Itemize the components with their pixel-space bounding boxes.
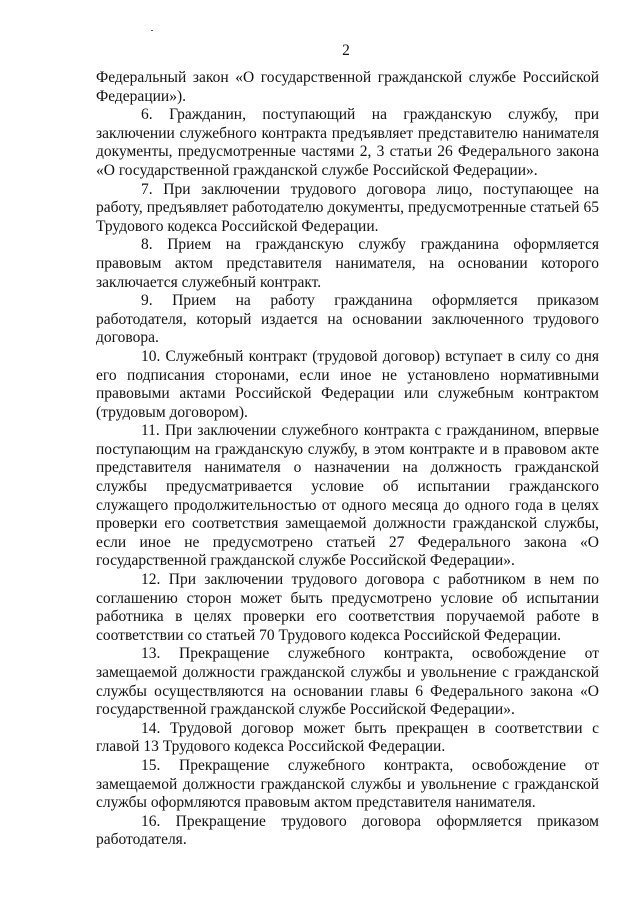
paragraph-7: 7. При заключении трудового договора лицо, поступающее на работу, предъявляет работодателю документы, предусмотренные статьей 65 Трудового кодекса Российской Федерации. (96, 180, 599, 235)
document-body (96, 69, 599, 850)
paragraph-continuation: Федеральный закон «О государственной гражданской службе Российской Федерации»). (96, 69, 599, 105)
paragraph-9: 9. Прием на работу гражданина оформляется приказом работодателя, который издается на основании заключенного трудового договора. (96, 292, 599, 347)
paragraph-14: 14. Трудовой договор может быть прекращен в соответствии с главой 13 Трудового кодекса Российской Федерации. (96, 719, 599, 756)
paragraph-15: 15. Прекращение служебного контракта, освобождение от замещаемой должности гражданской службы и увольнение с гражданской службы оформляются правовым актом представителя нанимателя. (96, 756, 599, 812)
paragraph-10: 10. Служебный контракт (трудовой договор) вступает в силу со дня его подписания сторонами, если иное не установлено нормативными правовыми актами Российской Федерации или служебным контрактом (трудовым договором). (96, 347, 599, 421)
page-number: 2 (342, 42, 350, 59)
paragraph-12: 12. При заключении трудового договора с работником в нем по соглашению сторон может быть предусмотрено условие об испытании работника в целях проверки его соответствия поручаемой работе в соответствии со статьей 70 Трудового кодекса Российской Федерации. (96, 571, 599, 644)
paragraph-13: 13. Прекращение служебного контракта, освобождение от замещаемой должности гражданской службы и увольнение с гражданской службы осуществляются на основании главы 6 Федерального закона «О государственной гражданской службе Российской Федерации». (96, 645, 599, 719)
paragraph-8: 8. Прием на гражданскую службу гражданина оформляется правовым актом представителя нанимателя, на основании которого заключается служебный контракт. (96, 236, 599, 291)
scan-speck (151, 30, 153, 31)
paragraph-6: 6. Гражданин, поступающий на гражданскую службу, при заключении служебного контракта предъявляет представителю нанимателя документы, предусмотренные частями 2, 3 статьи 26 Федерального закона «О государственной гражданской службе Российской Федерации». (96, 106, 599, 179)
paragraph-16: 16. Прекращение трудового договора оформляется приказом работодателя. (96, 812, 599, 849)
paragraph-11: 11. При заключении служебного контракта с гражданином, впервые поступающим на гражданскую службу, в этом контракте и в правовом акте представителя нанимателя о назначении на должность гражданской службы предусматривается условие об испытании гражданского служащего продолжительностью от одного месяца до одного года в целях проверки его соответствия замещаемой должности гражданской службы, если иное не предусмотрено статьей 27 Федерального закона «О государственной гражданской службе Российской Федерации». (96, 422, 599, 570)
